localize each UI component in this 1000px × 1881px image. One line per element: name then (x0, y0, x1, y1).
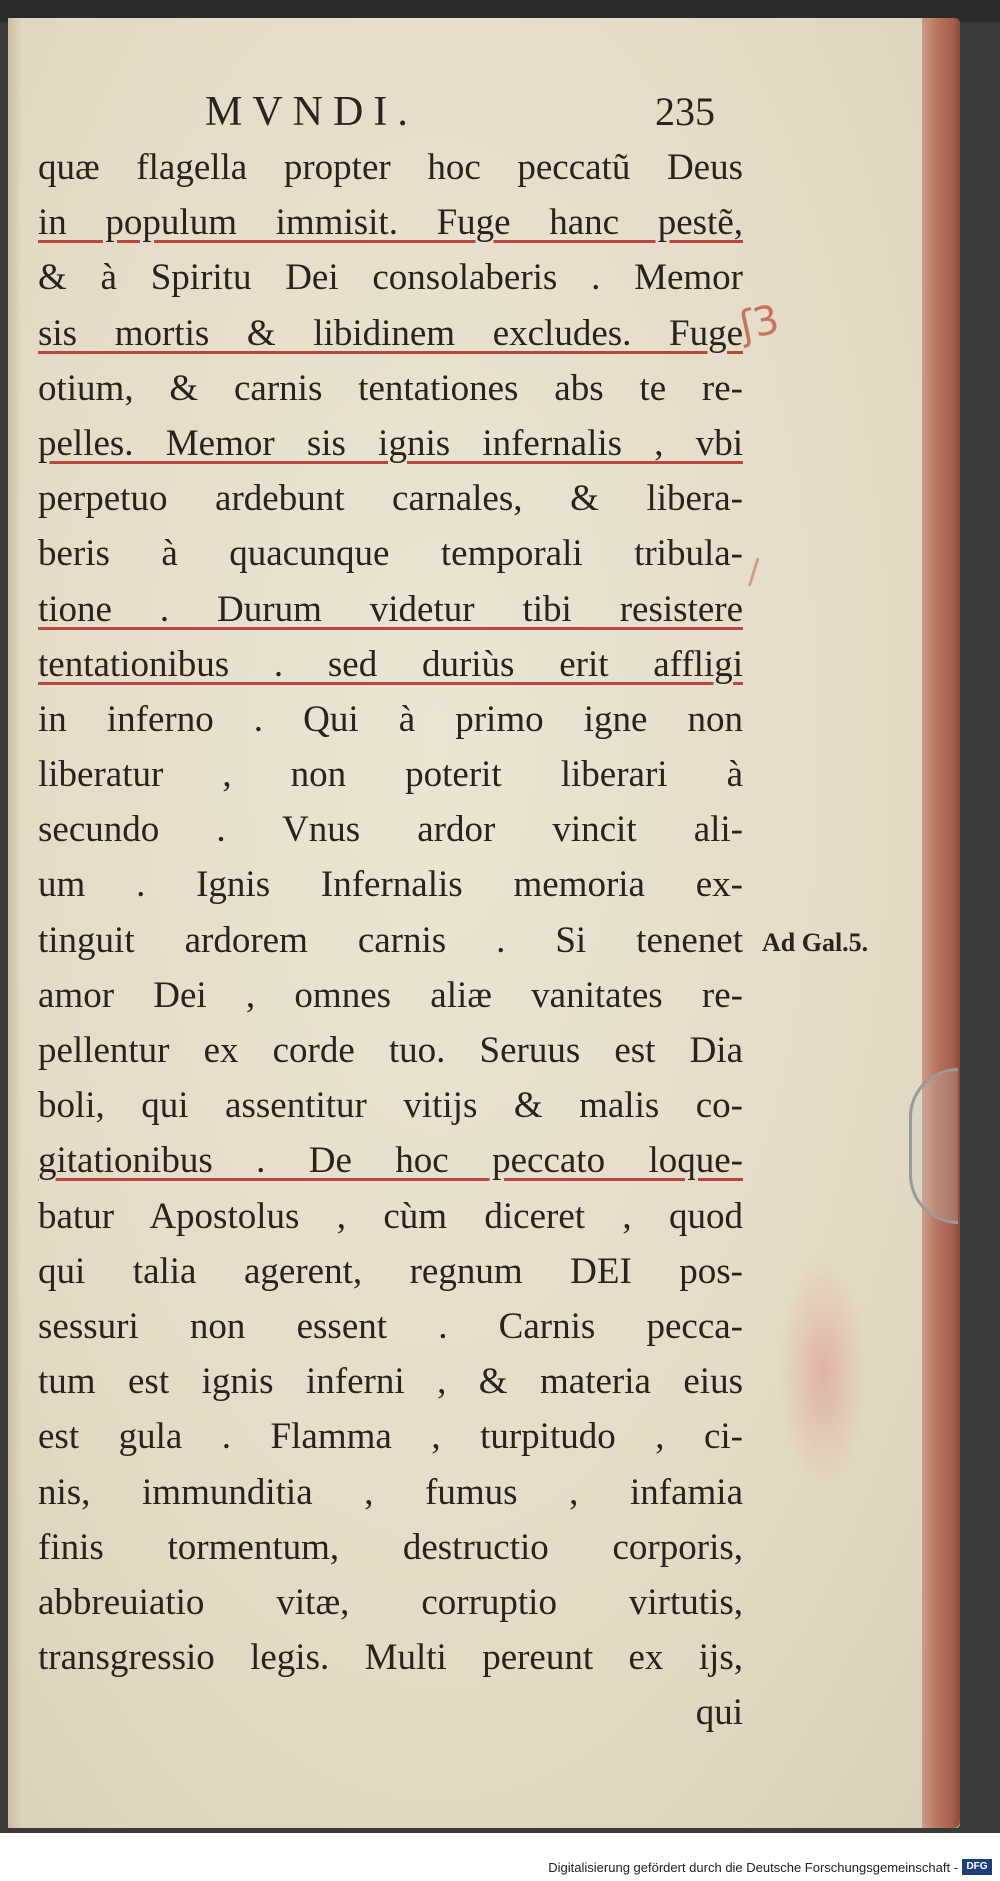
running-head: MVNDI. (205, 89, 418, 135)
digitization-credit: Digitalisierung gefördert durch die Deutsche Forschungsgemeinschaft - (548, 1860, 958, 1875)
margin-note: Ad Gal.5. (762, 928, 869, 957)
text-line: amor Dei , omnes aliæ vanitates re- (38, 974, 743, 1016)
text-line: nis, immunditia , fumus , infamia (38, 1471, 743, 1513)
text-line: transgressio legis. Multi pereunt ex ijs, (38, 1637, 743, 1679)
text-line: tione . Durum videtur tibi resistere (38, 588, 743, 630)
text-line: tentationibus . sed duriùs erit affligi (38, 643, 743, 685)
red-stain (778, 1258, 868, 1488)
footer-bar (0, 1833, 1000, 1881)
dfg-logo: DFG (962, 1859, 992, 1875)
text-line: finis tormentum, destructio corporis, (38, 1526, 743, 1568)
pencil-annotation: ʃ3 (735, 296, 784, 350)
text-line: pellentur ex corde tuo. Seruus est Dia (38, 1030, 743, 1071)
text-line: qui talia agerent, regnum DEI pos- (38, 1250, 743, 1292)
text-line: sis mortis & libidinem excludes. Fuge (38, 312, 743, 354)
text-line: otium, & carnis tentationes abs te re- (38, 367, 743, 409)
gutter-shadow (8, 18, 22, 1828)
text-line: beris à quacunque temporali tribula- (38, 533, 743, 575)
text-line: in inferno . Qui à primo igne non (38, 698, 743, 740)
text-line: tum est ignis inferni , & materia eius (38, 1361, 743, 1403)
page-number: 235 (655, 89, 715, 134)
text-line: in populum immisit. Fuge hanc pestẽ, (38, 202, 743, 244)
text-line: liberatur , non poterit liberari à (38, 754, 743, 796)
catchword: qui (695, 1692, 743, 1734)
text-line: & à Spiritu Dei consolaberis . Memor (38, 257, 743, 299)
text-line: batur Apostolus , cùm diceret , quod (38, 1195, 743, 1237)
page-header (205, 88, 735, 138)
text-line: gitationibus . De hoc peccato loque- (38, 1140, 743, 1182)
page-clip (909, 1068, 958, 1224)
text-line: tinguit ardorem carnis . Si tenenet (38, 919, 743, 961)
text-line: est gula . Flamma , turpitudo , ci- (38, 1416, 743, 1458)
text-line: sessuri non essent . Carnis pecca- (38, 1305, 743, 1347)
pencil-slash: / (748, 552, 760, 592)
text-line: quæ flagella propter hoc peccatũ Deus (38, 147, 743, 188)
text-line: pelles. Memor sis ignis infernalis , vbi (38, 422, 743, 464)
text-line: secundo . Vnus ardor vincit ali- (38, 809, 743, 851)
body-text (38, 140, 743, 1740)
text-line: boli, qui assentitur vitijs & malis co- (38, 1085, 743, 1127)
text-line: um . Ignis Infernalis memoria ex- (38, 864, 743, 906)
red-page-edge (922, 18, 960, 1828)
text-line: perpetuo ardebunt carnales, & libera- (38, 478, 743, 520)
text-line: abbreuiatio vitæ, corruptio virtutis, (38, 1581, 743, 1623)
